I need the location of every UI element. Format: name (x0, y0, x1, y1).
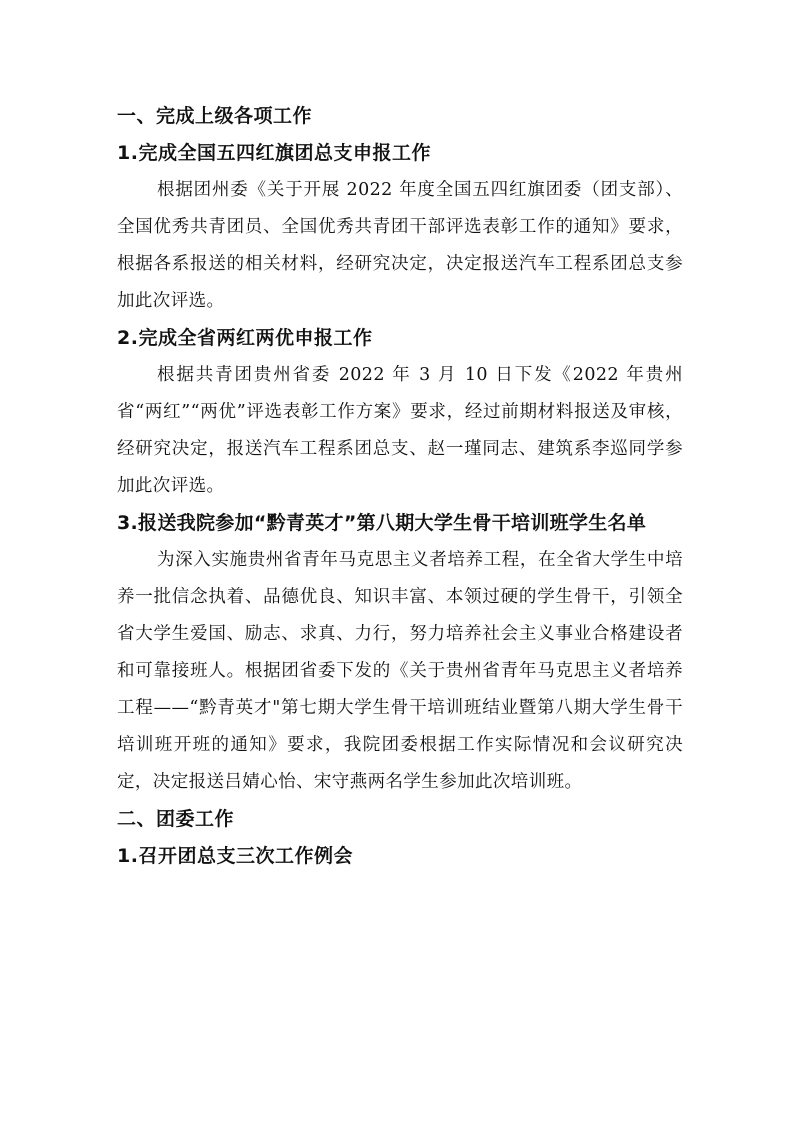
item-paragraph-1-1: 根据团州委《关于开展 2022 年度全国五四红旗团委（团支部）、全国优秀共青团员、全国优秀共青团干部评选表彰工作的通知》要求，根据各系报送的相关材料，经研究决定，决定报送汽车工程系团总支参加此次评选。 (117, 180, 683, 311)
section-heading-2: 二、团委工作 (117, 808, 235, 830)
item-paragraph-1-3: 为深入实施贵州省青年马克思主义者培养工程，在全省大学生中培养一批信念执着、品德优良、知识丰富、本领过硬的学生骨干，引领全省大学生爱国、励志、求真、力行，努力培养社会主义事业合格建设者和可靠接班人。根据团省委下发的《关于贵州省青年马克思主义者培养工程——“黔青英才"第七期大学生骨干培训班结业暨第八期大学生骨干培训班开班的通知》要求，我院团委根据工作实际情况和会议研究决定，决定报送吕婧心怡、宋守燕两名学生参加此次培训班。 (117, 550, 683, 792)
item-heading-1-3: 3.报送我院参加“黔青英才”第八期大学生骨干培训班学生名单 (117, 512, 647, 534)
document-body (117, 98, 683, 875)
item-heading-1-2: 2.完成全省两红两优申报工作 (117, 327, 373, 349)
section-heading-1: 一、完成上级各项工作 (117, 105, 313, 127)
item-heading-1-1: 1.完成全国五四红旗团总支申报工作 (117, 142, 431, 164)
item-heading-2-1: 1.召开团总支三次工作例会 (117, 845, 353, 867)
item-paragraph-1-2: 根据共青团贵州省委 2022 年 3 月 10 日下发《2022 年贵州省“两红”“两优”评选表彰工作方案》要求，经过前期材料报送及审核，经研究决定，报送汽车工程系团总支、赵一瑾同志、建筑系李巡同学参加此次评选。 (117, 365, 683, 496)
